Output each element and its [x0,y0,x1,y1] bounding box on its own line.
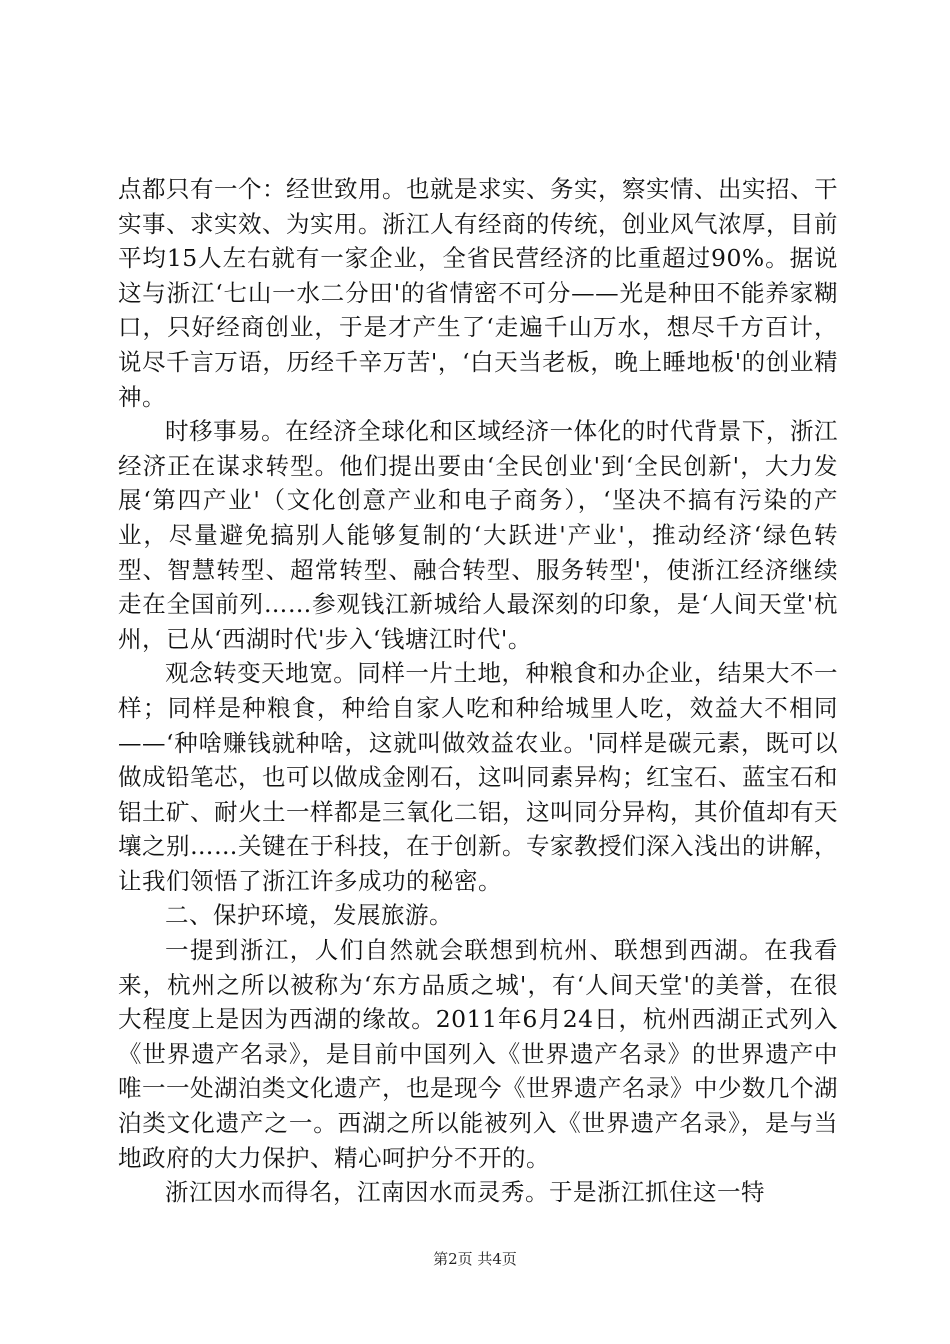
paragraph-5: 浙江因水而得名，江南因水而灵秀。于是浙江抓住这一特 [165,1178,765,1207]
paragraph-1: 点都只有一个：经世致用。也就是求实、务实，察实情、出实招、干实事、求实效、为实用。浙江人有经商的传统，创业风气浓厚，目前平均15人左右就有一家企业，全省民营经济的比重超过90%。据说这与浙江‘七山一水二分田'的省情密不可分——光是种田不能养家糊口，只好经商创业，于是才产生了‘走遍千山万水，想尽千方百计，说尽千言万语，历经千辛万苦'，‘白天当老板，晚上睡地板'的创业精神。 [118,175,838,411]
document-body [118,172,838,1210]
section-heading-2: 二、保护环境，发展旅游。 [165,901,453,930]
page-number-footer: 第2页 共4页 [433,1250,517,1268]
paragraph-4: 一提到浙江，人们自然就会联想到杭州、联想到西湖。在我看来，杭州之所以被称为‘东方品质之城'，有‘人间天堂'的美誉，在很大程度上是因为西湖的缘故。2011年6月24日，杭州西湖正式列入《世界遗产名录》，是目前中国列入《世界遗产名录》的世界遗产中唯一一处湖泊类文化遗产，也是现今《世界遗产名录》中少数几个湖泊类文化遗产之一。西湖之所以能被列入《世界遗产名录》，是与当地政府的大力保护、精心呵护分不开的。 [118,936,838,1172]
paragraph-3: 观念转变天地宽。同样一片土地，种粮食和办企业，结果大不一样；同样是种粮食，种给自家人吃和种给城里人吃，效益大不相同——‘种啥赚钱就种啥，这就叫做效益农业。'同样是碳元素，既可以做成铅笔芯，也可以做成金刚石，这叫同素异构；红宝石、蓝宝石和铝土矿、耐火土一样都是三氧化二铝，这叫同分异构，其价值却有天壤之别……关键在于科技，在于创新。专家教授们深入浅出的讲解，让我们领悟了浙江许多成功的秘密。 [118,659,838,895]
paragraph-2: 时移事易。在经济全球化和区域经济一体化的时代背景下，浙江经济正在谋求转型。他们提出要由‘全民创业'到‘全民创新'，大力发展‘第四产业'（文化创意产业和电子商务），‘坚决不搞有污染的产业，尽量避免搞别人能够复制的‘大跃进'产业'，推动经济‘绿色转型、智慧转型、超常转型、融合转型、服务转型'，使浙江经济继续走在全国前列……参观钱江新城给人最深刻的印象，是‘人间天堂'杭州，已从‘西湖时代'步入‘钱塘江时代'。 [118,417,838,653]
